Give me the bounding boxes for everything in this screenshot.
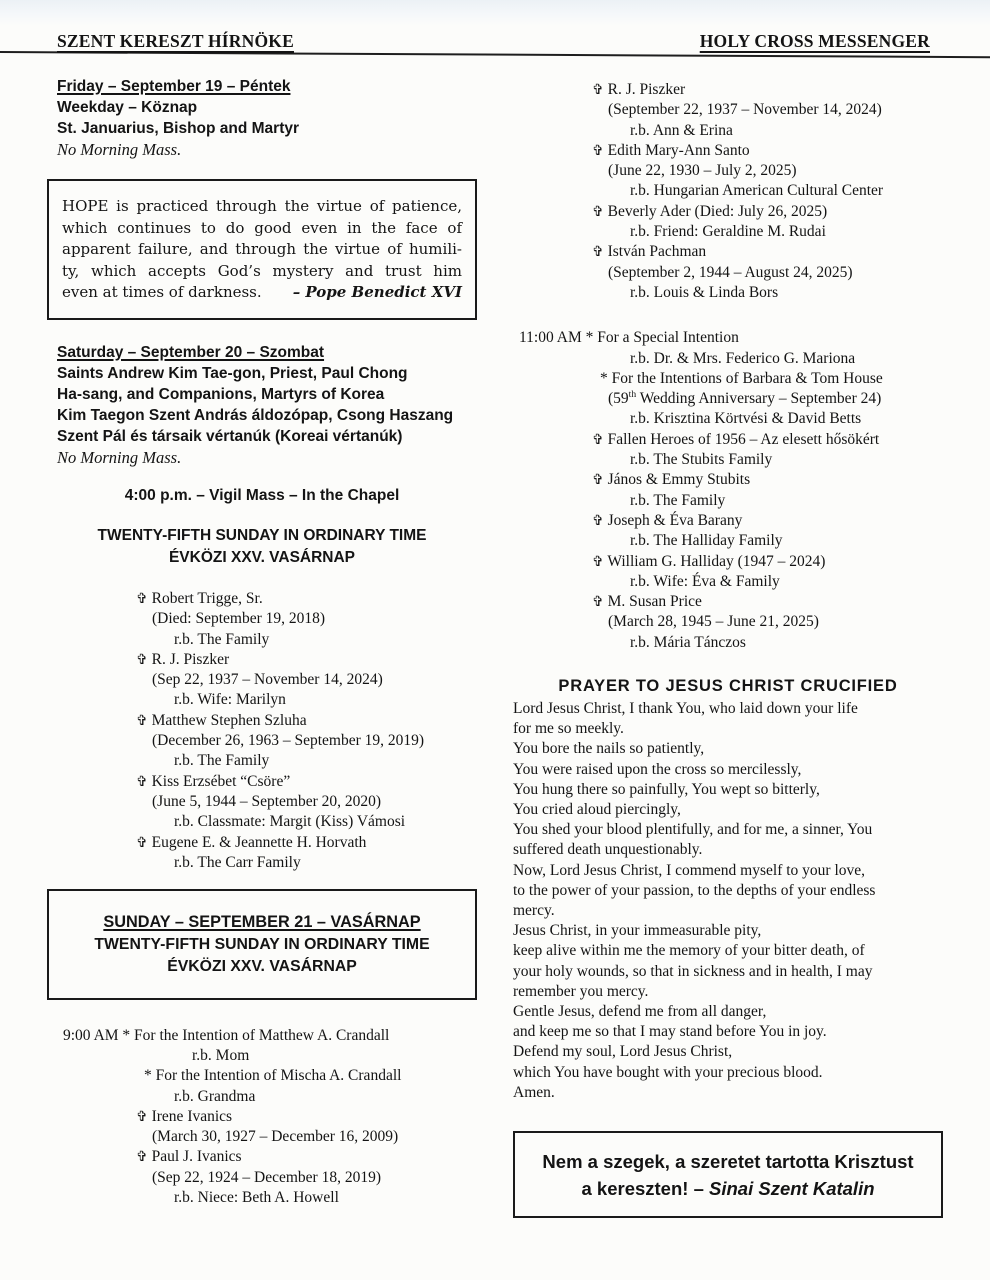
asterisk-marker: * <box>600 369 608 387</box>
prayer-line: which You have bought with your precious blood. <box>513 1063 823 1081</box>
sunday-box-line: ÉVKÖZI XXV. VASÁRNAP <box>167 958 357 976</box>
line-text: János & Emmy Stubits <box>607 471 751 489</box>
line-text: r.b. The Family <box>174 752 270 770</box>
friday-heading: Friday – September 19 – Péntek <box>57 78 291 95</box>
hungarian-quote-line-1: Nem a szegek, a szeretet tartotta Krisztust <box>542 1151 914 1173</box>
no-mass-note: No Morning Mass. <box>57 447 182 467</box>
quote-line: apparent failure, and through the virtue of humili- <box>62 240 462 259</box>
friday-line: St. Januarius, Bishop and Martyr <box>57 120 300 137</box>
line-text: r.b. Friend: Geraldine M. Rudai <box>630 223 826 241</box>
intention-line <box>57 1147 477 1167</box>
english-title: HOLY CROSS MESSENGER <box>699 31 930 51</box>
intention-line <box>57 731 477 751</box>
mass-1100-list <box>513 328 943 653</box>
line-text: r.b. The Halliday Family <box>630 532 783 550</box>
hope-quote-box <box>47 179 477 320</box>
line-text: (March 30, 1927 – December 16, 2009) <box>152 1128 399 1146</box>
left-column <box>47 76 477 1208</box>
prayer-text <box>513 699 943 1103</box>
line-text: 11:00 AM * For a Special Intention <box>519 329 739 347</box>
line-text: r.b. Wife: Éva & Family <box>630 572 780 590</box>
line-text: William G. Halliday (1947 – 2024) <box>607 552 826 570</box>
intention-line <box>57 609 477 629</box>
quote-line: which continues to do good even in the face of <box>62 218 462 237</box>
scan-artifact-band <box>0 0 990 26</box>
cross-icon: ✞ <box>592 594 604 611</box>
intentions-continued-list <box>513 80 943 303</box>
prayer-line: Defend my soul, Lord Jesus Christ, <box>513 1043 733 1061</box>
intention-line <box>513 263 943 283</box>
line-text: (December 26, 1963 – September 19, 2019) <box>152 732 425 750</box>
intention-line <box>513 100 943 120</box>
intention-line <box>513 633 943 653</box>
line-text: r.b. Dr. & Mrs. Federico G. Mariona <box>630 349 856 367</box>
intention-line <box>57 711 477 731</box>
line-text: Irene Ivanics <box>151 1107 233 1125</box>
prayer-line: You shed your blood plentifully, and for me, a sinner, You <box>513 821 873 839</box>
prayer-line: Gentle Jesus, defend me from all danger, <box>513 1003 767 1021</box>
line-text: For the Intention of Mischa A. Crandall <box>155 1067 402 1085</box>
line-text: (September 22, 1937 – November 14, 2024) <box>608 101 882 119</box>
intention-line <box>57 1087 477 1107</box>
intention-line <box>513 181 943 201</box>
line-text: r.b. Ann & Erina <box>630 121 733 139</box>
intention-line <box>513 121 943 141</box>
friday-line: Weekday – Köznap <box>57 99 198 116</box>
line-text: Matthew Stephen Szluha <box>151 711 307 729</box>
prayer-line: your holy wounds, so that in sickness and in health, I may <box>513 962 873 980</box>
intention-line <box>513 202 943 222</box>
prayer-line: You were raised upon the cross so mercilessly, <box>513 760 802 778</box>
line-text: (59th Wedding Anniversary – September 24) <box>608 389 882 408</box>
intention-line <box>57 853 477 873</box>
line-text: r.b. The Carr Family <box>174 853 301 871</box>
cross-icon: ✞ <box>136 712 148 729</box>
cross-icon: ✞ <box>592 553 604 570</box>
prayer-line: keep alive within me the memory of your bitter death, of <box>513 942 865 960</box>
line-text: (June 5, 1944 – September 20, 2020) <box>152 792 382 810</box>
line-text: Eugene E. & Jeannette H. Horvath <box>151 833 367 851</box>
saturday-line: Ha-sang, and Companions, Martyrs of Korea <box>57 385 385 403</box>
quote-last-line <box>62 282 462 304</box>
hungarian-quote-bold: a kereszten! – <box>581 1178 704 1200</box>
line-text: Paul J. Ivanics <box>151 1148 242 1166</box>
line-text: R. J. Piszker <box>151 650 230 668</box>
intention-line <box>57 772 477 792</box>
prayer-line: Amen. <box>513 1083 555 1101</box>
line-text: Robert Trigge, Sr. <box>151 589 263 607</box>
quote-line: even at times of darkness. <box>62 283 262 302</box>
right-column <box>513 80 943 1218</box>
saturday-line: Saints Andrew Kim Tae-gon, Priest, Paul Chong <box>57 364 408 382</box>
prayer-line: and keep me so that I may stand before You in joy. <box>513 1023 827 1041</box>
header-rule <box>0 51 990 58</box>
line-text: (Sep 22, 1924 – December 18, 2019) <box>152 1168 382 1186</box>
intention-line <box>57 1127 477 1147</box>
intention-line <box>513 242 943 262</box>
prayer-line: Now, Lord Jesus Christ, I commend myself to your love, <box>513 861 866 879</box>
line-text: (September 2, 1944 – August 24, 2025) <box>608 263 853 281</box>
cross-icon: ✞ <box>592 82 604 98</box>
prayer-line: Jesus Christ, in your immeasurable pity, <box>513 922 762 940</box>
line-text: István Pachman <box>607 243 707 261</box>
intention-line <box>57 1188 477 1208</box>
intention-line <box>57 690 477 710</box>
line-text: R. J. Piszker <box>607 81 686 98</box>
intention-line <box>57 1026 477 1046</box>
intention-line <box>57 1046 477 1066</box>
intention-line <box>57 751 477 771</box>
line-text: r.b. Mária Tánczos <box>630 633 746 651</box>
cross-icon: ✞ <box>136 590 148 607</box>
intention-line <box>57 1168 477 1188</box>
sunday-box <box>47 889 477 1000</box>
saturday-heading: Saturday – September 20 – Szombat <box>57 343 325 361</box>
line-text: M. Susan Price <box>607 593 702 611</box>
prayer-line: remember you mercy. <box>513 982 649 1000</box>
line-text: r.b. Louis & Linda Bors <box>630 283 779 301</box>
intention-line <box>513 349 943 369</box>
saturday-section <box>57 342 477 468</box>
line-text: Fallen Heroes of 1956 – Az elesett hősökért <box>607 430 880 448</box>
line-text: r.b. The Stubits Family <box>630 451 773 469</box>
cross-icon: ✞ <box>136 1108 148 1125</box>
line-text: r.b. Grandma <box>174 1087 256 1105</box>
saturday-line: Kim Taegon Szent András áldozópap, Csong Haszang <box>57 406 454 424</box>
quote-attribution: – Pope Benedict XVI <box>292 283 462 302</box>
sunday-box-line: TWENTY-FIFTH SUNDAY IN ORDINARY TIME <box>94 935 430 953</box>
intention-line <box>513 552 943 572</box>
quote-lines <box>62 196 462 282</box>
intention-line <box>513 141 943 161</box>
hungarian-quote-line-2 <box>521 1175 935 1202</box>
cross-icon: ✞ <box>592 512 604 529</box>
line-text: Edith Mary-Ann Santo <box>607 141 750 159</box>
line-text: 9:00 AM * For the Intention of Matthew A. Crandall <box>63 1026 390 1044</box>
intention-line <box>57 833 477 853</box>
line-text: r.b. The Family <box>174 630 270 648</box>
intention-line <box>57 630 477 650</box>
line-text: (June 22, 1930 – July 2, 2025) <box>608 162 797 180</box>
vigil-mass-line: 4:00 p.m. – Vigil Mass – In the Chapel <box>124 486 400 504</box>
sunday-box-title: SUNDAY – SEPTEMBER 21 – VASÁRNAP <box>103 913 421 932</box>
cross-icon: ✞ <box>136 1149 148 1166</box>
no-mass-note: No Morning Mass. <box>57 140 182 159</box>
prayer-title: PRAYER TO JESUS CHRIST CRUCIFIED <box>558 677 898 696</box>
prayer-line: You hung there so painfully, You wept so bitterly, <box>513 780 820 798</box>
cross-icon: ✞ <box>592 142 604 159</box>
asterisk-marker: * <box>144 1067 152 1085</box>
intention-line <box>513 161 943 181</box>
prayer-line: You bore the nails so patiently, <box>513 740 705 758</box>
intention-line <box>513 470 943 490</box>
sunday-title-line-1: TWENTY-FIFTH SUNDAY IN ORDINARY TIME <box>97 526 427 544</box>
intention-line <box>513 592 943 612</box>
line-text: r.b. Wife: Marilyn <box>174 691 286 709</box>
hungarian-quote-box <box>513 1131 943 1218</box>
intention-line <box>57 650 477 670</box>
cross-icon: ✞ <box>592 472 604 489</box>
hungarian-quote-attribution: Sinai Szent Katalin <box>709 1178 875 1200</box>
prayer-line: for me so meekly. <box>513 720 624 738</box>
cross-icon: ✞ <box>136 773 148 790</box>
line-text: r.b. Krisztina Körtvési & David Betts <box>630 410 862 428</box>
line-text: r.b. Classmate: Margit (Kiss) Vámosi <box>174 813 406 831</box>
intention-line <box>57 812 477 832</box>
mass-900-list <box>57 1026 477 1209</box>
intention-line <box>513 491 943 511</box>
prayer-line: to the power of your passion, to the depths of your endless <box>513 881 876 899</box>
line-text: Kiss Erzsébet “Csöre” <box>151 772 291 790</box>
line-text: For the Intentions of Barbara & Tom House <box>611 369 883 387</box>
prayer-line: Lord Jesus Christ, I thank You, who laid down your life <box>513 700 858 718</box>
prayer-line: You cried aloud piercingly, <box>513 801 681 819</box>
quote-line: HOPE is practiced through the virtue of patience, <box>62 197 462 215</box>
bulletin-header <box>57 31 930 52</box>
intention-line <box>513 328 943 348</box>
cross-icon: ✞ <box>136 834 148 851</box>
line-text: (March 28, 1945 – June 21, 2025) <box>608 613 819 631</box>
intention-line <box>57 1066 477 1086</box>
line-text: r.b. The Family <box>630 491 726 509</box>
line-text: r.b. Mom <box>192 1046 250 1064</box>
cross-icon: ✞ <box>592 431 604 448</box>
intention-line <box>513 409 943 429</box>
intention-line <box>513 222 943 242</box>
friday-section <box>57 76 477 160</box>
intention-line <box>513 389 943 409</box>
line-text: r.b. Hungarian American Cultural Center <box>630 182 884 200</box>
hungarian-title: SZENT KERESZT HÍRNÖKE <box>57 31 294 51</box>
intention-line <box>513 80 943 100</box>
intention-line <box>57 1107 477 1127</box>
line-text: r.b. Niece: Beth A. Howell <box>174 1189 339 1206</box>
cross-icon: ✞ <box>592 244 604 261</box>
line-text: (Died: September 19, 2018) <box>152 610 326 628</box>
intention-line <box>513 531 943 551</box>
prayer-line: suffered death unquestionably. <box>513 841 703 859</box>
quote-line: ty, which accepts God’s mystery and trust him <box>62 261 462 280</box>
cross-icon: ✞ <box>592 203 604 220</box>
intention-line <box>57 670 477 690</box>
intention-line <box>513 450 943 470</box>
line-text: Joseph & Éva Barany <box>607 511 743 529</box>
intention-line <box>513 430 943 450</box>
intention-line <box>513 283 943 303</box>
intention-line <box>513 612 943 632</box>
line-text: Beverly Ader (Died: July 26, 2025) <box>607 202 828 220</box>
saturday-line: Szent Pál és társaik vértanúk (Koreai vértanúk) <box>57 427 403 445</box>
intention-line <box>57 589 477 609</box>
vigil-intentions-list <box>57 589 477 873</box>
sunday-title-line-2: ÉVKÖZI XXV. VASÁRNAP <box>168 548 356 566</box>
intention-line <box>513 572 943 592</box>
intention-line <box>57 792 477 812</box>
prayer-line: mercy. <box>513 902 555 920</box>
cross-icon: ✞ <box>136 651 148 668</box>
intention-line <box>513 511 943 531</box>
line-text: (Sep 22, 1937 – November 14, 2024) <box>152 671 383 689</box>
intention-line <box>513 369 943 389</box>
